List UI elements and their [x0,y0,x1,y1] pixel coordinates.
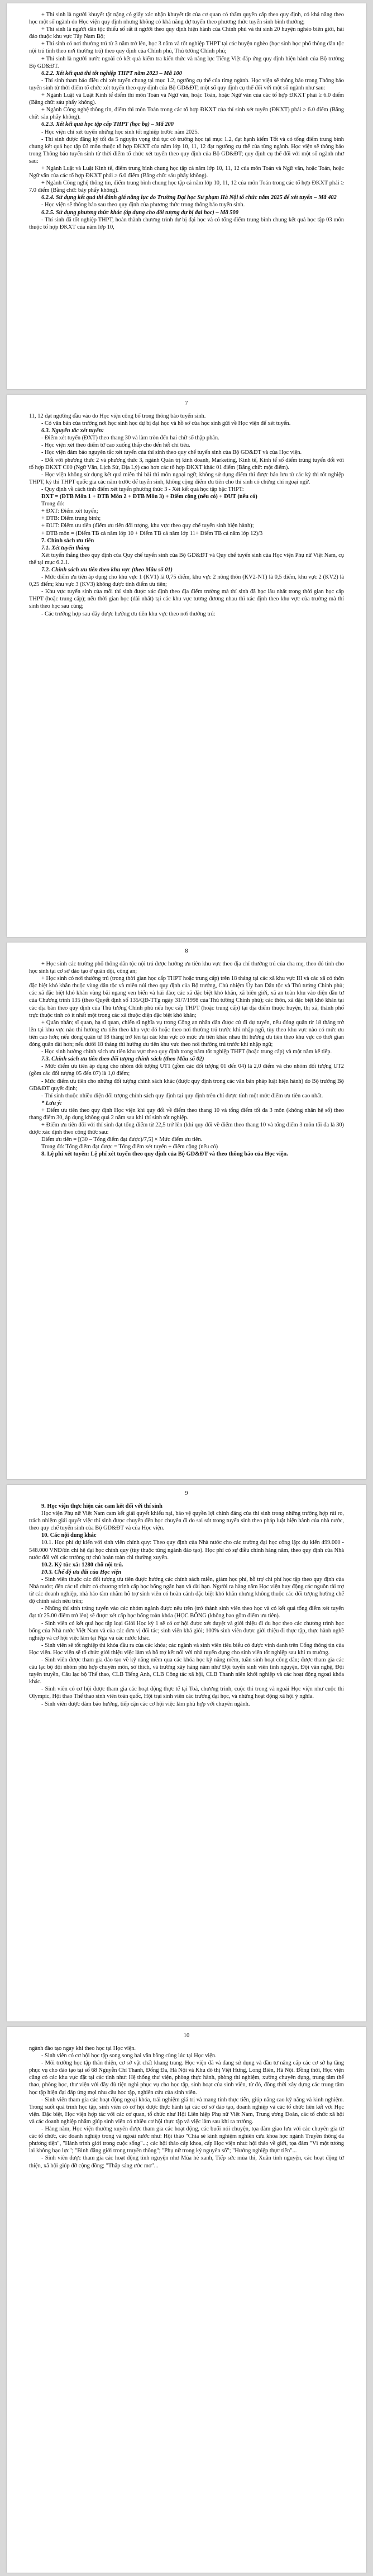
paragraph: - Thí sinh tham bảo điều chỉ xét tuyển chung tại mục 1.2, ngưỡng cụ thể của từng ngành. Học viện sẽ thông báo trong Thông báo tuyển sinh từ thời điểm tổ chức xét tuyển theo quy định của Bộ GD&ĐT; một số quy định cụ thể đối với một số ngành như sau: [29,77,344,91]
paragraph: - Mức điểm ưu tiên áp dụng cho khu vực 1 (KV1) là 0,75 điểm, khu vực 2 nông thôn (KV2-NT) là 0,5 điểm, khu vực 2 (KV2) là 0,25 điểm; khu vực 3 (KV3) không được tính điểm ưu tiên; [29,574,344,588]
paragraph: + Học sinh có nơi thường trú (trong thời gian học cấp THPT hoặc trung cấp) trên 18 tháng tại các xã khu vực III và các xã có thôn đặc biệt khó khăn thuộc vùng dân tộc và miền núi theo quy định của Bộ trưởng, Chủ nhiệm Ủy ban Dân tộc và Thủ tướng Chính phủ; các xã đặc biệt khó khăn vùng bãi ngang ven biển và hải đảo; các xã đặc biệt khó khăn, xã biên giới, xã an toàn khu vào diện đầu tư của Chương trình 135 (theo Quyết định số 135/QĐ-TTg ngày 31/7/1998 của Thủ tướng Chính phủ); các thôn, xã đặc biệt khó khăn tại các địa bàn theo quy định của Thủ tướng Chính phủ nếu học cấp THPT (hoặc trung cấp) tại địa điểm thuộc huyện, thị xã, thành phố trực thuộc tỉnh có ít nhất một trong các xã thuộc diện đặc biệt khó khăn; [29,976,344,1019]
page-number: 10 [183,2033,190,2039]
paragraph: - Học viện xét theo điểm từ cao xuống thấp cho đến hết chỉ tiêu. [41,442,190,449]
paragraph: - Sinh viên có cơ hội được tham gia các hoạt động thực tế tại Toà, chương trình, cuộc thi trong và ngoài Học viện như cuộc thi Olympic, Hội thao Thể thao sinh viên toàn quốc, Hội trại sinh viên các trường đại học, và những hoạt động xã hội ý nghĩa. [29,1686,344,1700]
paragraph: - Điểm xét tuyển (ĐXT) theo thang 30 và làm tròn đến hai chữ số thập phân. [41,435,219,442]
paragraph: + Điểm ưu tiên theo quy định Học viện khi quy đổi về điểm theo thang 10 và tổng điểm tối đa 3 môn (không nhân hệ số) theo thang điểm 30, áp dụng không quá 2 năm sau khi thí sinh tốt nghiệp. [29,1107,344,1121]
paragraph: - Sinh viên được tham gia đào tạo về kỹ năng mềm qua các khóa học kỹ năng mềm, tuần sinh hoạt công dân; được tham gia các câu lạc bộ đội nhóm phù hợp chuyên môn, sở thích, và trường xây hàng năm như Đội tuyển sinh viên tình nguyện, Đội văn nghệ, Đội tuyên truyền, Câu lạc bộ Thể thao, CLB Tiếng Anh, CLB Công tác xã hội, CLB Thanh niên khởi nghiệp và các hoạt động ngoại khóa khác. [29,1656,344,1685]
document-page [7,395,366,937]
paragraph: - Học viện không sử dụng kết quả miễn thi bài thi môn ngoại ngữ, không sử dụng điểm thi được bảo lưu từ các kỳ thi tốt nghiệp THPT, kỳ thi THPT quốc gia các năm trước để tuyển sinh, không cộng điểm ưu tiên cho thí sinh có chứng chỉ ngoại ngữ. [29,471,344,485]
paragraph: - Sinh viên có cơ hội học tập song song hai văn bằng cùng lúc tại Học viện. [41,2053,217,2059]
paragraph: ngành đào tạo ngay khi theo học tại Học viện. [29,2045,136,2052]
section-heading: 6.2.5. Sử dụng phương thức khác (áp dụng cho đối tượng dự bị đại học) – Mã 500 [41,209,238,216]
paragraph: 10.1. Học phí dự kiến với sinh viên chính quy: Theo quy định của Nhà nước cho các trường đại học công lập: dự kiến 499.000 - 548.000 VNĐ/tín chỉ hệ đại học chính quy (tùy thuộc từng ngành đào tạo). Học phí có sự điều chỉnh hàng năm, theo quy định của Nhà nước đối với các trường tự chủ hoàn toàn chi thường xuyên. [29,1540,344,1561]
paragraph: - Học sinh hưởng chính sách ưu tiên khu vực theo quy định trong năm tốt nghiệp THPT (hoặc trung cấp) và một năm kế tiếp. [41,1049,332,1055]
section-heading: 10. Các nội dung khác [41,1532,97,1539]
document-page [7,943,366,1479]
paragraph: - Thí sinh thuộc nhiều diện đối tượng chính sách quy định tại quy định trên chỉ được tính một mức điểm ưu tiên cao nhất. [41,1092,323,1099]
section-heading: 6.2.4. Sử dụng kết quả thi đánh giá năng lực do Trường Đại học Sư phạm Hà Nội tổ chức năm 2025 để xét tuyển – Mã 402 [41,195,337,201]
paragraph: - Sinh viên thuộc các đối tượng ưu tiên được hưởng các chính sách miễn, giảm học phí, hỗ trợ chi phí học tập theo quy định của Nhà nước; đến các tổ chức có chương trình cấp học bổng ngắn hạn và dài hạn. Người ra hàng năm Học viện huy động các nguồn tài trợ từ các doanh nghiệp, nhà hảo tâm nhằm hỗ trợ sinh viên có hoàn cảnh đặc biệt khó khăn nhưng không thuộc các đối tượng hưởng chế độ chính sách nêu trên; [29,1576,344,1605]
page-number: 9 [185,1490,188,1497]
paragraph: - Mức điểm ưu tiên áp dụng cho nhóm đối tượng UT1 (gồm các đối tượng 01 đến 04) là 2,0 điểm và cho nhóm đối tượng UT2 (gồm các đối tượng 05 đến 07) là 1,0 điểm; [29,1063,344,1077]
paragraph: - Sinh viên tham gia các hoạt động ngoại khóa, trải nghiệm giá trị và mang tính thực tiễn, giúp nâng cao kỹ năng và kinh nghiệm. Trong suốt quá trình học tập, sinh viên có cơ hội được thực hành tại các cơ sở đào tạo, doanh nghiệp và các tổ chức liên kết với Học viện. Đặc biệt, Học viện hợp tác với các cơ quan, tổ chức như Hội Liên hiệp Phụ nữ Việt Nam, Trung ương Đoàn, các tổ chức xã hội và các doanh nghiệp nhằm giúp sinh viên có nhiều cơ hội thực tập và việc làm sau khi ra trường. [29,2096,344,2125]
paragraph: - Sinh viên được đảm bảo hướng, tiếp cận các cơ hội việc làm phù hợp với chuyên ngành. [41,1701,250,1707]
paragraph: Trong đó: Tổng điểm đạt được = Tổng điểm xét tuyển + điểm cộng (nếu có) [41,1144,218,1150]
paragraph: + Quân nhân; sĩ quan, hạ sĩ quan, chiến sĩ nghĩa vụ trong Công an nhân dân được cử đi dự tuyển, nếu đóng quân từ 18 tháng trở lên tại khu vực nào thì hưởng ưu tiên theo khu vực đó hoặc theo nơi thường trú trước khi nhập ngũ, tùy theo khu vực nào có mức ưu tiên cao hơn; nếu đóng quân từ 18 tháng trở lên tại các khu vực có mức ưu tiên khác nhau thì hưởng ưu tiên theo khu vực có thời gian đóng quân dài hơn; nếu dưới 18 tháng thì hưởng ưu tiên khu vực theo nơi thường trú trước khi nhập ngũ; [29,1019,344,1048]
paragraph: - Học viện chỉ xét tuyển những học sinh tốt nghiệp trước năm 2025. [41,129,199,135]
paragraph: - Học viện đảm bảo nguyên tắc xét tuyển của thí sinh theo quy chế tuyển sinh của Bộ GD&ĐT và của Học viện. [41,449,302,456]
paragraph: - Khu vực tuyển sinh của mỗi thí sinh được xác định theo địa điểm trường mà thí sinh đã học lâu nhất trong thời gian học cấp THPT (hoặc trung cấp); nếu thời gian học (dài nhất) tại các khu vực tương đương nhau thì xác định theo khu vực của trường mà thí sinh theo học sau cùng; [29,589,344,610]
paragraph: - Thí sinh đã tốt nghiệp THPT, hoàn thành chương trình dự bị đại học và có tổng điểm trung bình chung kết quả học tập 03 môn thuộc tổ hợp ĐKXT của năm lớp 10, [29,216,344,230]
section-heading: 7.3. Chính sách ưu tiên theo đối tượng chính sách (theo Mẫu số 02) [41,1056,204,1063]
paragraph: - Môi trường học tập thân thiện, cơ sở vật chất khang trang. Học viện đã và đang sử dụng và đầu tư nâng cấp các cơ sở hạ tầng phục vụ cho đào tạo tại số 68 Nguyễn Chí Thanh, Đống Đa, Hà Nội và Khu đô thị Việt Hưng, Long Biên, Hà Nội. Đồng thời, Học viện cũng có các khu vực đặt tại các tỉnh như: Hệ thống thư viện, phòng thực hành, phòng thí nghiệm, xưởng chuyên dụng, trung tâm thể thao, phòng học, thư viện với đầy đủ tiện nghi phục vụ cho học tập, sinh hoạt của sinh viên, từ đó, đồng thời xây dựng các trung tâm học tập hiện đại đáp ứng mọi nhu cầu học tập, nghiên cứu của sinh viên. [29,2060,344,2096]
paragraph: + ĐXT: Điểm xét tuyển; [41,508,98,515]
section-heading: 6.2.2. Xét kết quả thi tốt nghiệp THPT năm 2023 – Mã 100 [41,70,182,77]
paragraph: + ĐTB môn = (Điểm TB cả năm lớp 10 + Điểm TB cả năm lớp 11+ Điểm TB cả năm lớp 12)/3 [41,530,263,537]
paragraph: Xét tuyển thẳng theo quy định của Quy chế tuyển sinh của Bộ GD&ĐT và Quy chế tuyển sinh của Học viện Phụ nữ Việt Nam, cụ thể tại mục 6.2.1. [29,552,344,566]
section-heading: 6.2.3. Xét kết quả học tập cấp THPT (học bạ) – Mã 200 [41,121,174,128]
paragraph: + Ngành Công nghệ thông tin, điểm trung bình chung học tập cả năm lớp 10, 11, 12 của môn Toán trong các tổ hợp ĐKXT phải ≥ 7.0 điểm (Bằng chữ: bảy phẩy không). [29,180,344,194]
paragraph: + Ngành Công nghệ thông tin, điểm thi môn Toán trong các tổ hợp ĐKXT của thí sinh xét tuyển (ĐKXT) phải ≥ 6.0 điểm (Bằng chữ: sáu phẩy không). [29,107,344,121]
section-heading: 10.2. Ký túc xá: 1280 chỗ nội trú. [41,1561,123,1568]
paragraph: - Mức điểm ưu tiên cho những đối tượng chính sách khác (được quy định trong các văn bản pháp luật hiện hành) do Bộ trưởng Bộ GD&ĐT quyết định; [29,1078,344,1092]
paragraph: 11, 12 đạt ngưỡng đầu vào do Học viện công bố trong thông báo tuyển sinh. [29,413,206,419]
document-page [7,2027,366,2573]
paragraph: - Sinh viên sẽ tốt nghiệp thì khóa đầu ra của các khóa; các ngành và sinh viên tiêu biểu có được vinh danh trên Cổng thông tin của Học viện. Học viện sẽ tổ chức giới thiệu việc làm và hỗ trợ kết nối với nhà tuyển dụng cho sinh viên tốt nghiệp sau khi ra trường. [29,1642,344,1656]
paragraph: - Học viện sẽ thông báo sau theo quy định của phương thức trong thông báo tuyển sinh. [41,202,245,209]
section-heading: 6.3. Nguyên tắc xét tuyển: [41,428,104,434]
paragraph: + Thí sinh có nơi thường trú từ 3 năm trở lên, học 3 năm và tốt nghiệp THPT tại các huyện nghèo (học sinh học phổ thông dân tộc nội trú tính theo nơi thường trú) theo quy định của Chính phủ, Thủ tướng Chính phủ; [29,41,344,55]
paragraph: + Thí sinh là người khuyết tật nặng có giấy xác nhận khuyết tật của cơ quan có thẩm quyền cấp theo quy định, có khả năng theo học một số ngành do Học viện quy định nhưng không có khả năng dự tuyển theo phương thức tuyển sinh bình thường; [29,12,344,26]
paragraph: - Những thí sinh trúng tuyển vào các nhóm ngành được nêu trên (trở thành sinh viên theo học và có kết quả tổng điểm xét tuyển đạt từ 25.00 điểm trở lên) sẽ được xét cấp học bổng toàn khóa (HỌC BỔNG (không bao gồm điểm ưu tiên). [29,1606,344,1620]
paragraph: - Các trường hợp sau đây được hưởng ưu tiên khu vực theo nơi thường trú: [41,610,216,617]
paragraph: + Ngành Luật và Luật Kinh tế, điểm trung bình chung học tập cả năm lớp 10, 11, 12 của môn Toán và Ngữ văn, hoặc Toán, hoặc Ngữ văn của các tổ hợp ĐKXT phải ≥ 6.0 điểm (Bằng chữ: sáu phẩy không). [29,165,344,179]
paragraph: - Sinh viên được tham gia các hoạt động tình nguyện như Mùa hè xanh, Tiếp sức mùa thi, Xuân tình nguyện, các hoạt động từ thiện, xã hội giúp đỡ cộng đồng; "Thắp sáng ước mơ"... [29,2155,344,2169]
document-page [7,1485,366,2021]
section-heading: 10.3. Chế độ ưu đãi của Học viện [41,1569,122,1575]
page-number: 7 [185,400,188,406]
page-number: 8 [185,948,188,954]
section-heading: ĐXT = (ĐTB Môn 1 + ĐTB Môn 2 + ĐTB Môn 3) + Điểm cộng (nếu có) + ĐUT (nếu có) [41,494,257,500]
paragraph: - Thí sinh được đăng ký tối đa 5 nguyện vọng thủ tục có trường học tại mục 1.2, đạt hạnh kiểm Tốt và có tổng điểm trung bình chung kết quả học tập 03 môn thuộc tổ hợp ĐKXT của năm lớp 10, 11, 12 đạt ngưỡng cụ thể của từng ngành. Học viện sẽ thông báo trong Thông báo tuyển sinh từ thời điểm tổ chức xét tuyển theo quy định của Bộ GD&ĐT; quy định cụ thể đối với một số ngành như sau: [29,136,344,164]
paragraph: - Quy định về cách tính điểm xét tuyển phương thức 3 - Xét kết quả học tập bậc THPT: [41,486,244,493]
paragraph: + ĐUT: Điểm ưu tiên (điểm ưu tiên đối tượng, khu vực theo quy chế tuyển sinh hiện hành); [41,523,254,529]
section-heading: 7.1. Xét tuyển thẳng [41,544,90,551]
paragraph: + Thí sinh là người dân tộc thiểu số rất ít người theo quy định hiện hành của Chính phủ và thí sinh 20 huyện nghèo biên giới, hải đảo thuộc khu vực Tây Nam Bộ; [29,26,344,40]
section-heading: * Lưu ý: [41,1100,62,1106]
document-page [7,3,366,389]
section-heading: 8. Lệ phí xét tuyển: Lệ phí xét tuyển theo quy định của Bộ GD&ĐT và theo thông báo của Học viện. [41,1151,288,1158]
paragraph: + Ngành Luật và Luật Kinh tế điểm thi môn Toán và Ngữ văn, hoặc Toán, hoặc Ngữ văn của các tổ hợp ĐKXT phải ≥ 6.0 điểm (Bằng chữ: sáu phẩy không). [29,92,344,106]
paragraph: + Học sinh các trường phổ thông dân tộc nội trú được hưởng ưu tiên khu vực theo địa chỉ thường trú của cha mẹ, theo đó tính cho học sinh tại cơ sở đào tạo ở quân đội, công an; [29,961,344,975]
paragraph: - Có văn bản của trường nơi học sinh học dự bị đại học và hồ sơ của học sinh gửi về Học viện để xét tuyển. [41,420,291,427]
paragraph: - Sinh viên có kết quả học tập loại Giỏi Học kỳ 1 sẽ có cơ hội được xét duyệt và giới thiệu đi du học theo các chương trình học bổng của Nhà nước Việt Nam và của các đơn vị đối tác; sinh viên khá giỏi; 100% sinh viên được giới thiệu đi thực tập, thực hành nghề nghiệp và cơ hội việc làm tại Nga và các nước khác. [29,1620,344,1641]
section-heading: 7. Chính sách ưu tiên [41,537,94,544]
paragraph: - Đối với phương thức 2 và phương thức 3, ngành Quản trị kinh doanh, Marketing, Kinh tế, Kinh tế số điểm trúng tuyển đối với tổ hợp ĐKXT C00 (Ngữ Văn, Lịch Sử, Địa Lý) cao hơn các tổ hợp ĐKXT khác 01 điểm (Bằng chữ: một điểm). [29,457,344,471]
paragraph: + Điểm ưu tiên đối với thí sinh đạt tổng điểm từ 22,5 trở lên (khi quy đổi về điểm theo thang 10 và tổng điểm 3 môn tối đa là 30) được xác định theo công thức sau: [29,1122,344,1136]
section-heading: 9. Học viện thực hiện các cam kết đối với thí sinh [41,1503,162,1509]
section-heading: 7.2. Chính sách ưu tiên theo khu vực (theo Mẫu số 01) [41,566,173,573]
paragraph: - Hàng năm, Học viện thường xuyên được tham gia các hoạt động, các buổi nói chuyện, tọa đàm giao lưu với các chuyên gia từ các tổ chức, các doanh nghiệp trong và ngoài nước như: Hội thảo "Chia sẻ kinh nghiệm nghiên cứu khoa học ngành Truyền thông đa phương tiện", "Hành trình giới trong cuộc sống"...; các hội thảo cấp khoa, cấp Học viện như: hội thảo về giới, tọa đàm "Vì một tương lai không bạo lực"; "Bình đẳng giới trong truyền thông"; "Phụ nữ trong kỷ nguyên số"; "Hướng nghiệp thực tiễn"... [29,2126,344,2154]
paragraph: Học viện Phụ nữ Việt Nam cam kết giải quyết khiếu nại, bảo vệ quyền lợi chính đáng của thí sinh trong những trường hợp rủi ro, trách nhiệm giải quyết việc thí sinh được chuyển đến học chuyên đi do sai sót trong tuyển sinh theo pháp luật hiện hành của nhà nước, theo quy chế tuyển sinh của Bộ GD&ĐT và của Học viện. [29,1510,344,1532]
paragraph: + ĐTB: Điểm trung bình; [41,515,101,522]
paragraph: Điểm ưu tiên = [(30 – Tổng điểm đạt được)/7,5] × Mức điểm ưu tiên. [41,1137,203,1143]
paragraph: + Thí sinh là người nước ngoài có kết quả kiểm tra kiến thức và năng lực Tiếng Việt đáp ứng quy định hiện hành của Bộ trưởng Bộ GD&ĐT. [29,55,344,69]
paragraph: Trong đó: [41,501,64,508]
